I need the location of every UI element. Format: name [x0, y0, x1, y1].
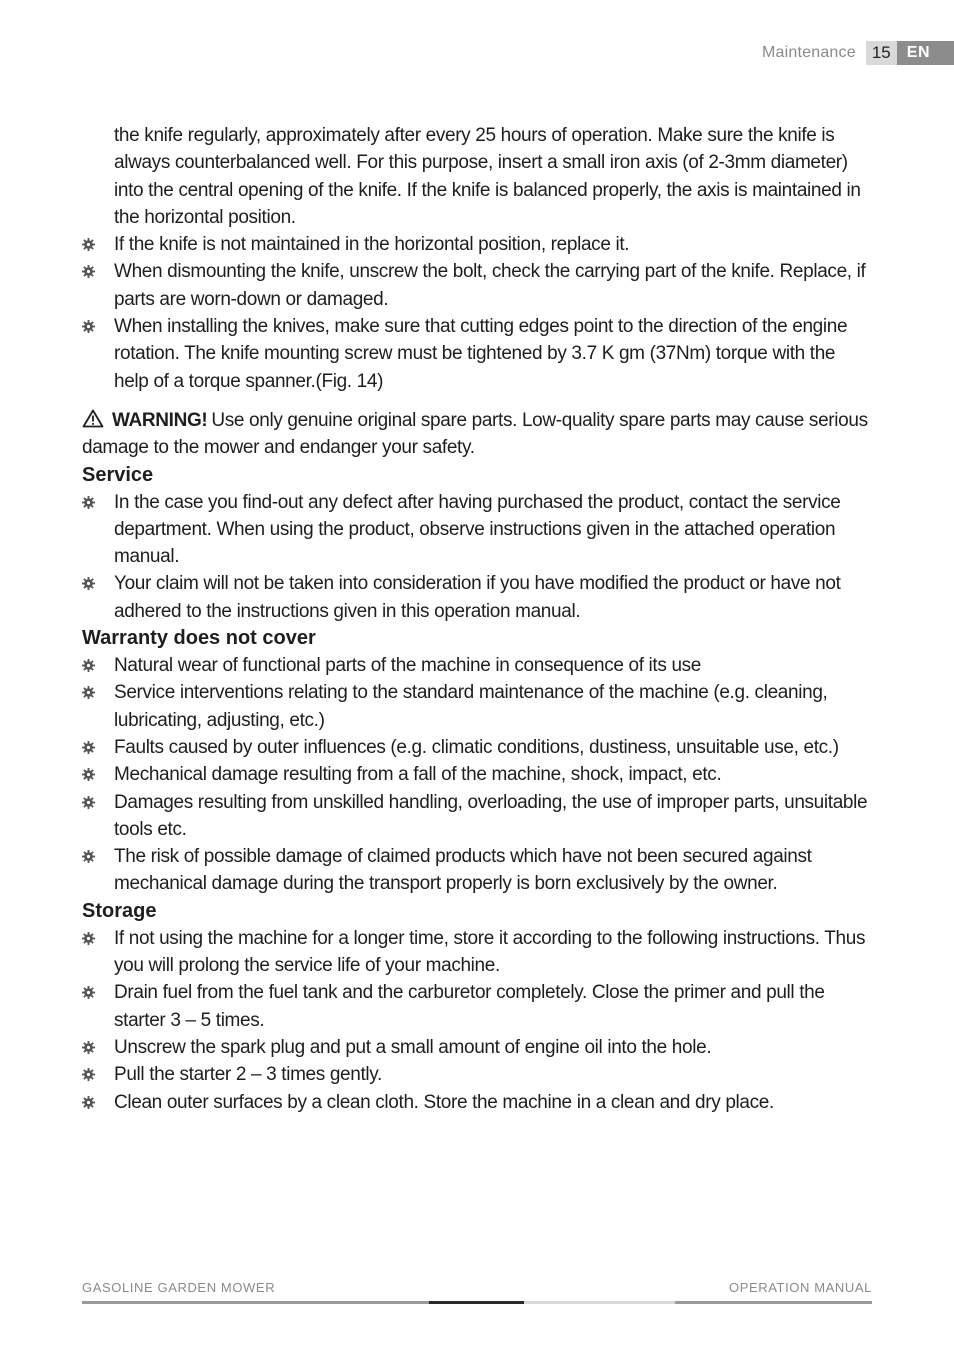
bullet-item: [82, 652, 874, 679]
bullet-text: Unscrew the spark plug and put a small amount of engine oil into the hole.: [114, 1036, 712, 1058]
bullet-text: If the knife is not maintained in the horizontal position, replace it.: [114, 234, 630, 256]
bullet-item: [82, 843, 874, 898]
bullet-item: [82, 1061, 874, 1088]
gear-bullet-icon: [82, 932, 95, 945]
bullet-item: [82, 734, 874, 761]
gear-bullet-icon: [82, 1068, 95, 1081]
gear-bullet-icon: [82, 796, 95, 809]
gear-bullet-icon: [82, 686, 95, 699]
storage-heading: Storage: [82, 899, 157, 922]
storage-bullet-list: [82, 925, 874, 1116]
warning-notice: [82, 407, 874, 462]
header-section-title: Maintenance: [762, 44, 856, 61]
bullet-item: [82, 679, 874, 734]
gear-bullet-icon: [82, 265, 95, 278]
warning-label: WARNING!: [112, 409, 208, 431]
bullet-text: The risk of possible damage of claimed products which have not been secured against mechanical damage during the transport properly is born exclusively by the owner.: [114, 846, 812, 895]
bullet-item: [82, 925, 874, 980]
bullet-item: [82, 570, 874, 625]
gear-bullet-icon: [82, 577, 95, 590]
gear-bullet-icon: [82, 850, 95, 863]
bullet-text: Drain fuel from the fuel tank and the carburetor completely. Close the primer and pull the starter 3 – 5 times.: [114, 982, 825, 1031]
bullet-text: Pull the starter 2 – 3 times gently.: [114, 1064, 382, 1086]
bullet-text: Clean outer surfaces by a clean cloth. Store the machine in a clean and dry place.: [114, 1091, 774, 1113]
gear-bullet-icon: [82, 741, 95, 754]
gear-bullet-icon: [82, 496, 95, 509]
service-heading: Service: [82, 463, 154, 486]
bullet-item: [82, 231, 874, 258]
warranty-bullet-list: [82, 652, 874, 898]
gear-bullet-icon: [82, 1096, 95, 1109]
footer-divider-segment: [675, 1301, 872, 1304]
page-number: 15: [866, 41, 897, 65]
footer-product-name: GASOLINE GARDEN MOWER: [82, 1280, 276, 1295]
bullet-text: Mechanical damage resulting from a fall of the machine, shock, impact, etc.: [114, 764, 722, 786]
page-content: [82, 122, 874, 1116]
bullet-item: [82, 761, 874, 788]
page-header: [762, 41, 954, 65]
bullet-item: [82, 1034, 874, 1061]
bullet-item: [82, 979, 874, 1034]
bullet-text: When installing the knives, make sure that cutting edges point to the direction of the engine rotation. The knife mounting screw must be tightened by 3.7 K gm (37Nm) torque with the help of a torque spanner.(Fig. 14): [114, 316, 848, 392]
gear-bullet-icon: [82, 659, 95, 672]
footer-divider-segment: [82, 1301, 429, 1304]
bullet-text: When dismounting the knife, unscrew the bolt, check the carrying part of the knife. Replace, if parts are worn-down or damaged.: [114, 261, 866, 310]
bullet-item: [82, 489, 874, 571]
bullet-text: Faults caused by outer influences (e.g. climatic conditions, dustiness, unsuitable use, etc.): [114, 736, 839, 758]
bullet-item: [82, 313, 874, 395]
intro-bullet-list: [82, 231, 874, 395]
bullet-text: Damages resulting from unskilled handling, overloading, the use of improper parts, unsuitable tools etc.: [114, 791, 868, 840]
service-bullet-list: [82, 489, 874, 625]
gear-bullet-icon: [82, 986, 95, 999]
language-badge: EN: [897, 41, 954, 65]
warning-text: Use only genuine original spare parts. Low-quality spare parts may cause serious damage to the mower and endanger your safety.: [82, 409, 868, 459]
bullet-text: Natural wear of functional parts of the machine in consequence of its use: [114, 655, 702, 677]
bullet-text: In the case you find-out any defect after having purchased the product, contact the service department. When using the product, observe instructions given in the attached operation manual.: [114, 491, 841, 568]
gear-bullet-icon: [82, 238, 95, 251]
bullet-item: [82, 258, 874, 313]
warranty-heading: Warranty does not cover: [82, 627, 316, 650]
warning-triangle-icon: [82, 409, 104, 428]
footer-divider-segment: [429, 1301, 524, 1304]
gear-bullet-icon: [82, 768, 95, 781]
bullet-text: If not using the machine for a longer time, store it according to the following instructions. Thus you will prolong the service life of your machine.: [114, 927, 866, 977]
gear-bullet-icon: [82, 320, 95, 333]
bullet-text: Your claim will not be taken into consideration if you have modified the product or have not adhered to the instructions given in this operation manual.: [114, 573, 841, 622]
gear-bullet-icon: [82, 1041, 95, 1054]
footer-divider-segment: [524, 1301, 675, 1304]
footer-manual-name: OPERATION MANUAL: [729, 1280, 872, 1295]
intro-continuation: the knife regularly, approximately after every 25 hours of operation. Make sure the knife is always counterbalanced well. For this purpose, insert a small iron axis (of 2-3mm diameter) into the central opening of the knife. If the knife is balanced properly, the axis is maintained in the horizontal position.: [114, 125, 861, 228]
bullet-text: Service interventions relating to the standard maintenance of the machine (e.g. cleaning, lubricating, adjusting, etc.): [114, 682, 828, 731]
bullet-item: [82, 1089, 874, 1116]
bullet-item: [82, 789, 874, 844]
